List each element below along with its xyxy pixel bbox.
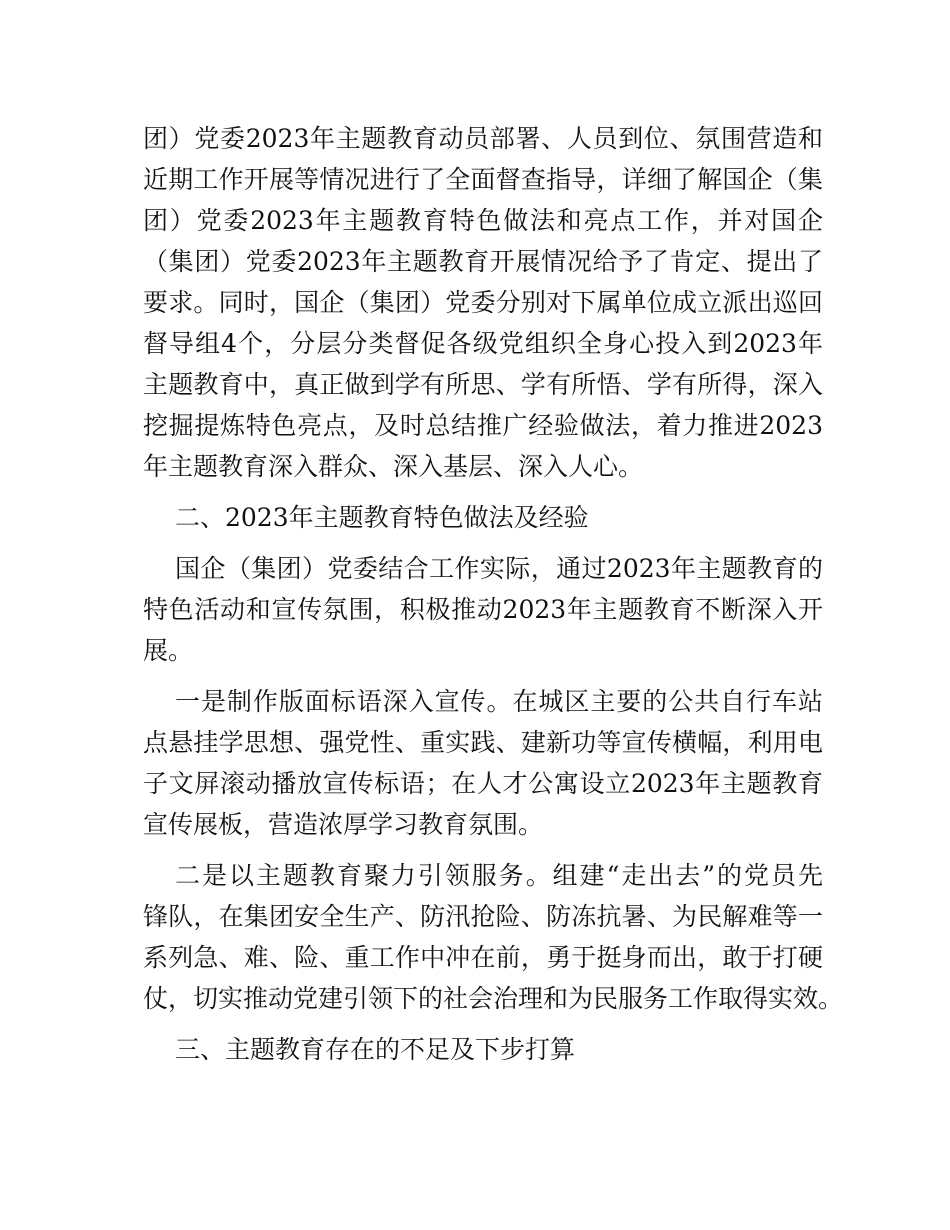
text-line: （集团）党委2023年主题教育开展情况给予了肯定、提出了 [143, 247, 823, 276]
paragraph-publicity [143, 681, 823, 845]
text-line: 展。 [143, 636, 194, 665]
text-line: 系列急、难、险、重工作中冲在前，勇于挺身而出，敢于打硬 [143, 943, 823, 972]
text-line: 二是以主题教育聚力引领服务。组建“走出去”的党员先 [175, 861, 823, 890]
section-heading-2 [143, 497, 823, 538]
text-line: 仗，切实推动党建引领下的社会治理和为民服务工作取得实效。 [143, 984, 844, 1013]
paragraph-service [143, 855, 844, 1019]
document-body [143, 118, 844, 1070]
text-line: 近期工作开展等情况进行了全面督查指导，详细了解国企（集 [143, 165, 823, 194]
text-line: 国企（集团）党委结合工作实际，通过2023年主题教育的 [175, 554, 823, 583]
heading-line: 三、主题教育存在的不足及下步打算 [175, 1035, 576, 1064]
section-heading-3 [143, 1029, 823, 1070]
text-line: 子文屏滚动播放宣传标语；在人才公寓设立2023年主题教育 [143, 769, 823, 798]
text-line: 特色活动和宣传氛围，积极推动2023年主题教育不断深入开 [143, 595, 823, 624]
text-line: 点悬挂学思想、强党性、重实践、建新功等宣传横幅，利用电 [143, 728, 823, 757]
text-line: 主题教育中，真正做到学有所思、学有所悟、学有所得，深入 [143, 370, 823, 399]
text-line: 团）党委2023年主题教育特色做法和亮点工作，并对国企 [143, 206, 823, 235]
paragraph-intro [143, 548, 823, 671]
text-line: 团）党委2023年主题教育动员部署、人员到位、氛围营造和 [143, 124, 823, 153]
paragraph-supervision [143, 118, 823, 487]
heading-line: 二、2023年主题教育特色做法及经验 [175, 503, 589, 532]
text-line: 年主题教育深入群众、深入基层、深入人心。 [143, 452, 644, 481]
text-line: 挖掘提炼特色亮点，及时总结推广经验做法，着力推进2023 [143, 411, 823, 440]
text-line: 督导组4个，分层分类督促各级党组织全身心投入到2023年 [143, 329, 823, 358]
text-line: 一是制作版面标语深入宣传。在城区主要的公共自行车站 [175, 687, 823, 716]
text-line: 锋队，在集团安全生产、防汛抢险、防冻抗暑、为民解难等一 [143, 902, 823, 931]
text-line: 宣传展板，营造浓厚学习教育氛围。 [143, 810, 544, 839]
text-line: 要求。同时，国企（集团）党委分别对下属单位成立派出巡回 [143, 288, 823, 317]
